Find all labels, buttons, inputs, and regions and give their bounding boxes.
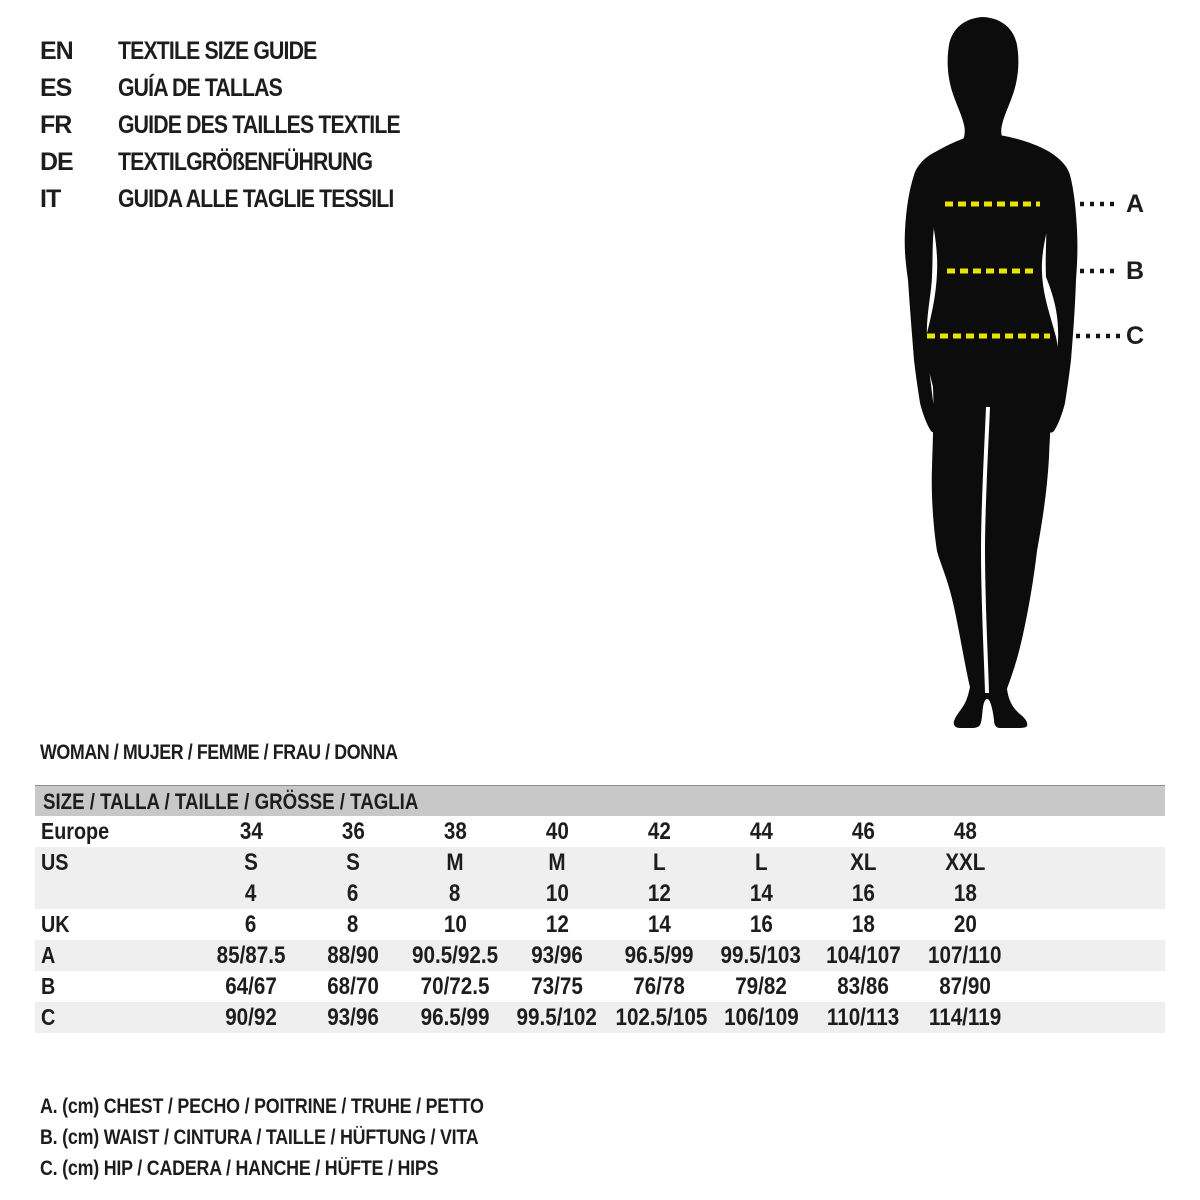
table-row-waist bbox=[35, 971, 1165, 1002]
size-table-header-bar bbox=[35, 785, 1165, 816]
row-label: Europe bbox=[41, 818, 110, 844]
lang-code-fr: FR bbox=[40, 111, 72, 139]
cell: 106/109 bbox=[723, 1003, 799, 1031]
cell: 10 bbox=[545, 879, 569, 907]
cell: 90/92 bbox=[225, 1003, 277, 1031]
cell: 83/86 bbox=[837, 972, 889, 1000]
table-row-europe bbox=[35, 816, 1165, 847]
lang-code-it: IT bbox=[40, 185, 61, 213]
cell: 8 bbox=[347, 910, 359, 938]
cell: 90.5/92.5 bbox=[411, 941, 499, 969]
cell: S bbox=[346, 848, 360, 876]
row-label: US bbox=[41, 849, 69, 875]
title-es: GUÍA DE TALLAS bbox=[118, 74, 282, 102]
cell: 18 bbox=[851, 910, 875, 938]
cell: 104/107 bbox=[825, 941, 901, 969]
cell: 36 bbox=[341, 817, 365, 845]
title-en: TEXTILE SIZE GUIDE bbox=[118, 37, 317, 65]
cell: 6 bbox=[347, 879, 359, 907]
cell: 10 bbox=[443, 910, 467, 938]
cell: 48 bbox=[953, 817, 977, 845]
cell: 64/67 bbox=[225, 972, 277, 1000]
cell: 40 bbox=[545, 817, 569, 845]
lang-code-en: EN bbox=[40, 37, 73, 65]
lang-code-de: DE bbox=[40, 148, 73, 176]
table-row-us-numeric bbox=[35, 878, 1165, 909]
cell: 73/75 bbox=[531, 972, 583, 1000]
title-fr: GUIDE DES TAILLES TEXTILE bbox=[118, 111, 400, 139]
title-it: GUIDA ALLE TAGLIE TESSILI bbox=[118, 185, 394, 213]
row-label: UK bbox=[41, 911, 70, 937]
measure-label-b: B bbox=[1126, 257, 1145, 285]
cell: 8 bbox=[449, 879, 461, 907]
size-table bbox=[35, 816, 1165, 1033]
cell: L bbox=[754, 848, 768, 876]
table-row-us bbox=[35, 847, 1165, 878]
cell: 12 bbox=[647, 879, 671, 907]
row-label: B bbox=[41, 973, 56, 999]
cell: 88/90 bbox=[327, 941, 379, 969]
cell: 110/113 bbox=[826, 1003, 900, 1031]
cell: 20 bbox=[953, 910, 977, 938]
size-table-section bbox=[35, 785, 1165, 1033]
cell: 96.5/99 bbox=[420, 1003, 490, 1031]
cell: 42 bbox=[647, 817, 671, 845]
legend-chest-text: A. (cm) CHEST / PECHO / POITRINE / TRUHE / PETTO bbox=[40, 1095, 484, 1118]
cell: 18 bbox=[953, 879, 977, 907]
row-label: C bbox=[41, 1004, 56, 1030]
cell: 87/90 bbox=[939, 972, 991, 1000]
cell: 93/96 bbox=[531, 941, 583, 969]
cell: XXL bbox=[944, 848, 986, 876]
cell: L bbox=[652, 848, 666, 876]
cell: 44 bbox=[749, 817, 773, 845]
measurement-legend bbox=[40, 1091, 562, 1184]
legend-waist bbox=[40, 1122, 562, 1153]
cell: 14 bbox=[647, 910, 671, 938]
legend-hip-text: C. (cm) HIP / CADERA / HANCHE / HÜFTE / HIPS bbox=[40, 1157, 439, 1180]
cell: 102.5/105 bbox=[615, 1003, 708, 1031]
cell: 68/70 bbox=[327, 972, 379, 1000]
gender-heading bbox=[40, 741, 461, 765]
cell: 12 bbox=[545, 910, 569, 938]
cell: 99.5/102 bbox=[516, 1003, 598, 1031]
cell: 34 bbox=[239, 817, 263, 845]
table-row-hip bbox=[35, 1002, 1165, 1033]
woman-silhouette-diagram bbox=[880, 15, 1200, 735]
silhouette-head bbox=[948, 17, 1019, 153]
cell: 14 bbox=[749, 879, 773, 907]
measure-label-c: C bbox=[1126, 322, 1145, 350]
gender-heading-text: WOMAN / MUJER / FEMME / FRAU / DONNA bbox=[40, 741, 398, 764]
cell: 46 bbox=[851, 817, 875, 845]
cell: 99.5/103 bbox=[720, 941, 802, 969]
legend-chest bbox=[40, 1091, 562, 1122]
cell: XL bbox=[849, 848, 877, 876]
measure-label-a: A bbox=[1126, 190, 1145, 218]
cell: 16 bbox=[749, 910, 773, 938]
cell: 79/82 bbox=[735, 972, 787, 1000]
cell: 114/119 bbox=[928, 1003, 1002, 1031]
cell: 85/87.5 bbox=[216, 941, 286, 969]
cell: 107/110 bbox=[928, 941, 1002, 969]
cell: 76/78 bbox=[633, 972, 685, 1000]
lang-code-es: ES bbox=[40, 74, 72, 102]
cell: 4 bbox=[245, 879, 257, 907]
cell: 96.5/99 bbox=[624, 941, 694, 969]
cell: M bbox=[446, 848, 464, 876]
table-row-chest bbox=[35, 940, 1165, 971]
cell: 93/96 bbox=[327, 1003, 379, 1031]
table-row-uk bbox=[35, 909, 1165, 940]
cell: 6 bbox=[245, 910, 257, 938]
title-de: TEXTILGRÖßENFÜHRUNG bbox=[118, 148, 373, 176]
row-label: A bbox=[41, 942, 56, 968]
legend-hip bbox=[40, 1153, 562, 1184]
cell: 70/72.5 bbox=[420, 972, 490, 1000]
cell: S bbox=[244, 848, 258, 876]
size-table-header-text: SIZE / TALLA / TAILLE / GRÖSSE / TAGLIA bbox=[43, 789, 419, 814]
silhouette-body bbox=[916, 133, 1068, 728]
cell: M bbox=[548, 848, 566, 876]
legend-waist-text: B. (cm) WAIST / CINTURA / TAILLE / HÜFTUNG / VITA bbox=[40, 1126, 479, 1149]
cell: 16 bbox=[851, 879, 875, 907]
cell: 38 bbox=[443, 817, 467, 845]
